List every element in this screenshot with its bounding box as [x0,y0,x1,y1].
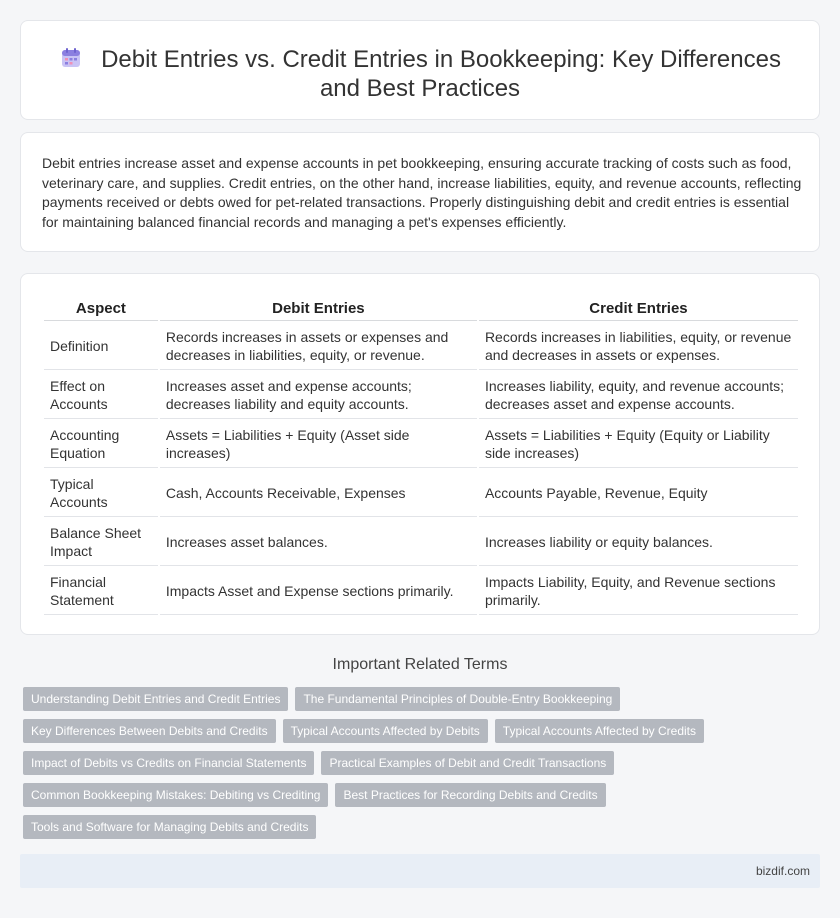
table-row [44,372,798,419]
related-term-tag[interactable]: The Fundamental Principles of Double-Entry Bookkeeping [295,687,620,711]
header-card [20,20,820,120]
cell-credit: Increases liability, equity, and revenue accounts; decreases asset and expense accounts. [479,372,798,419]
tag-row [23,815,813,839]
calendar-icon [59,46,83,70]
cell-debit: Cash, Accounts Receivable, Expenses [160,470,477,517]
related-term-tag[interactable]: Typical Accounts Affected by Debits [283,719,488,743]
page-title-text: Debit Entries vs. Credit Entries in Bookkeeping: Key Differences and Best Practices [101,46,781,102]
cell-aspect: Balance Sheet Impact [44,519,158,566]
table-row [44,421,798,468]
comparison-table [42,294,800,617]
cell-credit: Accounts Payable, Revenue, Equity [479,470,798,517]
related-term-tag[interactable]: Practical Examples of Debit and Credit Transactions [321,751,614,775]
cell-aspect: Effect on Accounts [44,372,158,419]
header-credit: Credit Entries [479,296,798,321]
footer-site-name[interactable]: bizdif.com [755,864,810,878]
table-row [44,519,798,566]
table-header-row [44,296,798,321]
intro-card [20,132,820,252]
footer-bar [20,854,820,888]
related-term-tag[interactable]: Understanding Debit Entries and Credit Entries [23,687,288,711]
table-row [44,470,798,517]
header-debit: Debit Entries [160,296,477,321]
cell-aspect: Financial Statement [44,568,158,615]
cell-debit: Records increases in assets or expenses and decreases in liabilities, equity, or revenue. [160,323,477,370]
comparison-card [20,273,820,635]
cell-debit: Increases asset and expense accounts; decreases liability and equity accounts. [160,372,477,419]
page-title [50,45,790,103]
related-term-tag[interactable]: Key Differences Between Debits and Credits [23,719,276,743]
cell-credit: Increases liability or equity balances. [479,519,798,566]
related-term-tag[interactable]: Tools and Software for Managing Debits and Credits [23,815,316,839]
table-row [44,323,798,370]
tag-row [23,719,813,743]
cell-debit: Assets = Liabilities + Equity (Asset side increases) [160,421,477,468]
intro-paragraph: Debit entries increase asset and expense accounts in pet bookkeeping, ensuring accurate tracking of costs such as food, veterinary care, and supplies. Credit entries, on the other hand, increase liabilities, equity, and revenue accounts, reflecting payments received or debts owed for pet-related transactions. Properly distinguishing debit and credit entries is essential for maintaining balanced financial records and managing a pet's expenses efficiently. [42,155,802,230]
related-term-tag[interactable]: Impact of Debits vs Credits on Financial Statements [23,751,314,775]
cell-debit: Increases asset balances. [160,519,477,566]
cell-aspect: Definition [44,323,158,370]
tag-row [23,751,813,775]
cell-credit: Records increases in liabilities, equity, or revenue and decreases in assets or expenses. [479,323,798,370]
related-term-tag[interactable]: Best Practices for Recording Debits and Credits [335,783,605,807]
table-row [44,568,798,615]
cell-debit: Impacts Asset and Expense sections primarily. [160,568,477,615]
related-terms-list [23,687,813,847]
related-term-tag[interactable]: Common Bookkeeping Mistakes: Debiting vs Crediting [23,783,328,807]
title-wrap [21,45,819,103]
cell-credit: Impacts Liability, Equity, and Revenue sections primarily. [479,568,798,615]
cell-aspect: Typical Accounts [44,470,158,517]
tag-row [23,687,813,711]
related-terms-heading: Important Related Terms [332,656,508,673]
cell-credit: Assets = Liabilities + Equity (Equity or Liability side increases) [479,421,798,468]
tag-row [23,783,813,807]
header-aspect: Aspect [44,296,158,321]
cell-aspect: Accounting Equation [44,421,158,468]
related-term-tag[interactable]: Typical Accounts Affected by Credits [495,719,704,743]
